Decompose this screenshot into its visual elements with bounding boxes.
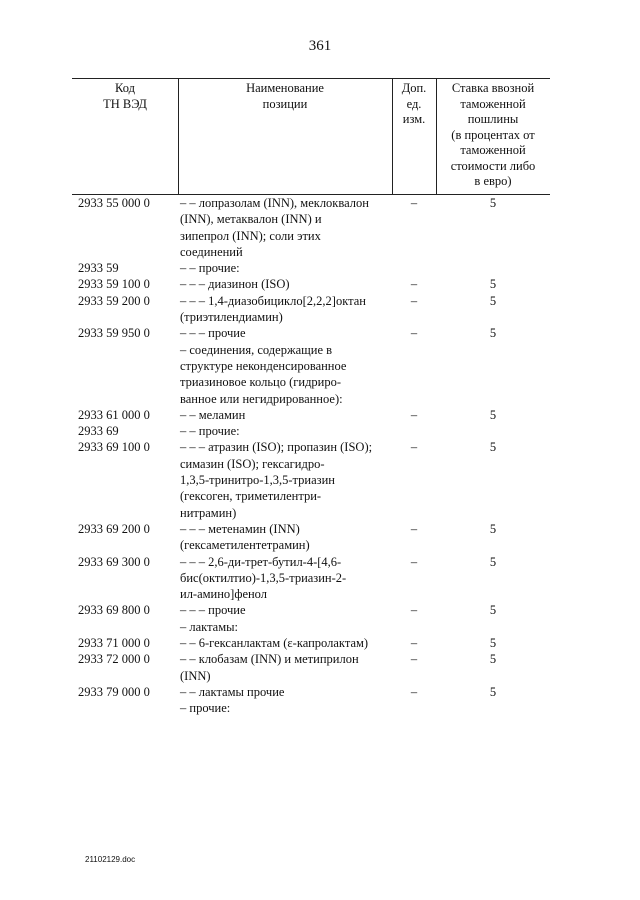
row-description: [180, 325, 402, 341]
table-row: [72, 439, 550, 520]
row-unit: –: [410, 293, 418, 308]
table-row: [72, 195, 550, 260]
row-description: [180, 439, 402, 520]
description-line: – – – прочие: [180, 603, 246, 618]
table-row: [72, 684, 550, 700]
row-code: 2933 79 000 0: [78, 684, 150, 699]
row-description: [180, 407, 402, 423]
description-line: зипепрол (INN); соли этих: [180, 228, 321, 243]
row-code: 2933 61 000 0: [78, 407, 150, 422]
row-unit: –: [410, 277, 418, 292]
row-unit: –: [410, 440, 418, 455]
tariff-table: [72, 78, 550, 717]
row-rate: 5: [489, 196, 497, 210]
table-row: [72, 651, 550, 684]
row-rate: 5: [489, 326, 497, 341]
table-row: [72, 342, 550, 407]
description-line: (INN): [180, 668, 211, 683]
row-unit: –: [410, 326, 418, 341]
description-line: – – клобазам (INN) и метиприлон: [180, 652, 359, 667]
row-unit: –: [410, 554, 418, 569]
table-row: [72, 602, 550, 618]
row-description: [180, 293, 402, 326]
row-description: [180, 651, 402, 684]
description-line: – – – диазинон (ISO): [180, 277, 290, 292]
table-row: [72, 260, 550, 276]
row-rate: 5: [489, 636, 497, 651]
row-description: [180, 521, 402, 554]
header-code: Код ТН ВЭД: [103, 81, 147, 111]
table-row: [72, 325, 550, 341]
description-line: – – прочие:: [180, 261, 240, 276]
table-row: [72, 521, 550, 554]
description-line: (гексоген, триметилентри-: [180, 489, 322, 504]
table-header: [72, 78, 550, 195]
row-code: 2933 71 000 0: [78, 636, 150, 651]
description-line: структуре неконденсированное: [180, 358, 347, 373]
header-unit: Доп. ед. изм.: [401, 81, 427, 126]
description-line: нитрамин): [180, 505, 237, 520]
row-code: 2933 59 950 0: [78, 326, 150, 341]
row-code: 2933 59 200 0: [78, 293, 150, 308]
description-line: 1,3,5-тринитро-1,3,5-триазин: [180, 473, 335, 488]
table-row: [72, 635, 550, 651]
row-rate: 5: [489, 293, 497, 308]
row-rate: 5: [489, 440, 497, 455]
description-line: – – меламин: [180, 407, 246, 422]
description-line: – – – метенамин (INN): [180, 521, 300, 536]
row-description: [180, 195, 402, 260]
table-row: [72, 700, 550, 716]
row-description: [180, 619, 402, 635]
description-line: – – прочие:: [180, 424, 240, 439]
row-unit: –: [410, 196, 418, 210]
description-line: (триэтилендиамин): [180, 310, 283, 325]
row-code: 2933 55 000 0: [78, 196, 150, 210]
row-description: [180, 700, 402, 716]
description-line: – – – 1,4-диазобицикло[2,2,2]октан: [180, 293, 366, 308]
row-rate: 5: [489, 684, 497, 699]
description-line: симазин (ISO); гексагидро-: [180, 456, 325, 471]
description-line: (гексаметилентетрамин): [180, 538, 310, 553]
description-line: соединений: [180, 244, 243, 259]
row-rate: 5: [489, 554, 497, 569]
row-unit: –: [410, 636, 418, 651]
table-row: [72, 423, 550, 439]
table-row: [72, 619, 550, 635]
row-description: [180, 342, 402, 407]
row-rate: 5: [489, 652, 497, 667]
row-rate: 5: [489, 277, 497, 292]
row-rate: 5: [489, 407, 497, 422]
header-rate: Ставка ввозной таможенной пошлины (в процентах от таможенной стоимости либо в евро): [450, 81, 536, 188]
description-line: триазиновое кольцо (гидриро-: [180, 375, 342, 390]
description-line: – – лактамы прочие: [180, 684, 285, 699]
table-body: [72, 195, 550, 717]
description-line: бис(октилтио)-1,3,5-триазин-2-: [180, 570, 347, 585]
row-unit: –: [410, 407, 418, 422]
row-rate: 5: [489, 603, 497, 618]
description-line: – – – 2,6-ди-трет-бутил-4-[4,6-: [180, 554, 342, 569]
row-unit: –: [410, 603, 418, 618]
page-number: 361: [308, 38, 332, 54]
row-unit: –: [410, 684, 418, 699]
row-rate: 5: [489, 521, 497, 536]
row-unit: –: [410, 521, 418, 536]
row-description: [180, 684, 402, 700]
description-line: – – – прочие: [180, 326, 246, 341]
description-line: – прочие:: [180, 701, 231, 716]
row-description: [180, 602, 402, 618]
row-code: 2933 72 000 0: [78, 652, 150, 667]
file-name-footer: 21102129.doc: [85, 855, 136, 864]
row-unit: –: [410, 652, 418, 667]
description-line: ил-амино]фенол: [180, 587, 267, 602]
row-code: 2933 69 800 0: [78, 603, 150, 618]
row-description: [180, 276, 402, 292]
row-description: [180, 260, 402, 276]
row-code: 2933 69: [78, 424, 119, 439]
description-line: (INN), метаквалон (INN) и: [180, 212, 322, 227]
row-description: [180, 554, 402, 603]
table-row: [72, 293, 550, 326]
table-row: [72, 276, 550, 292]
table-row: [72, 407, 550, 423]
row-code: 2933 69 100 0: [78, 440, 150, 455]
description-line: ванное или негидрированное):: [180, 391, 343, 406]
row-code: 2933 59 100 0: [78, 277, 150, 292]
row-description: [180, 423, 402, 439]
description-line: – лактамы:: [180, 619, 239, 634]
header-name: Наименование позиции: [246, 81, 324, 111]
row-code: 2933 69 300 0: [78, 554, 150, 569]
description-line: – – 6-гексанлактам (ε-капролактам): [180, 636, 369, 651]
description-line: – соединения, содержащие в: [180, 342, 333, 357]
description-line: – – лопразолам (INN), меклоквалон: [180, 196, 369, 210]
table-row: [72, 554, 550, 603]
description-line: – – – атразин (ISO); пропазин (ISO);: [180, 440, 373, 455]
row-description: [180, 635, 402, 651]
row-code: 2933 69 200 0: [78, 521, 150, 536]
row-code: 2933 59: [78, 261, 119, 276]
